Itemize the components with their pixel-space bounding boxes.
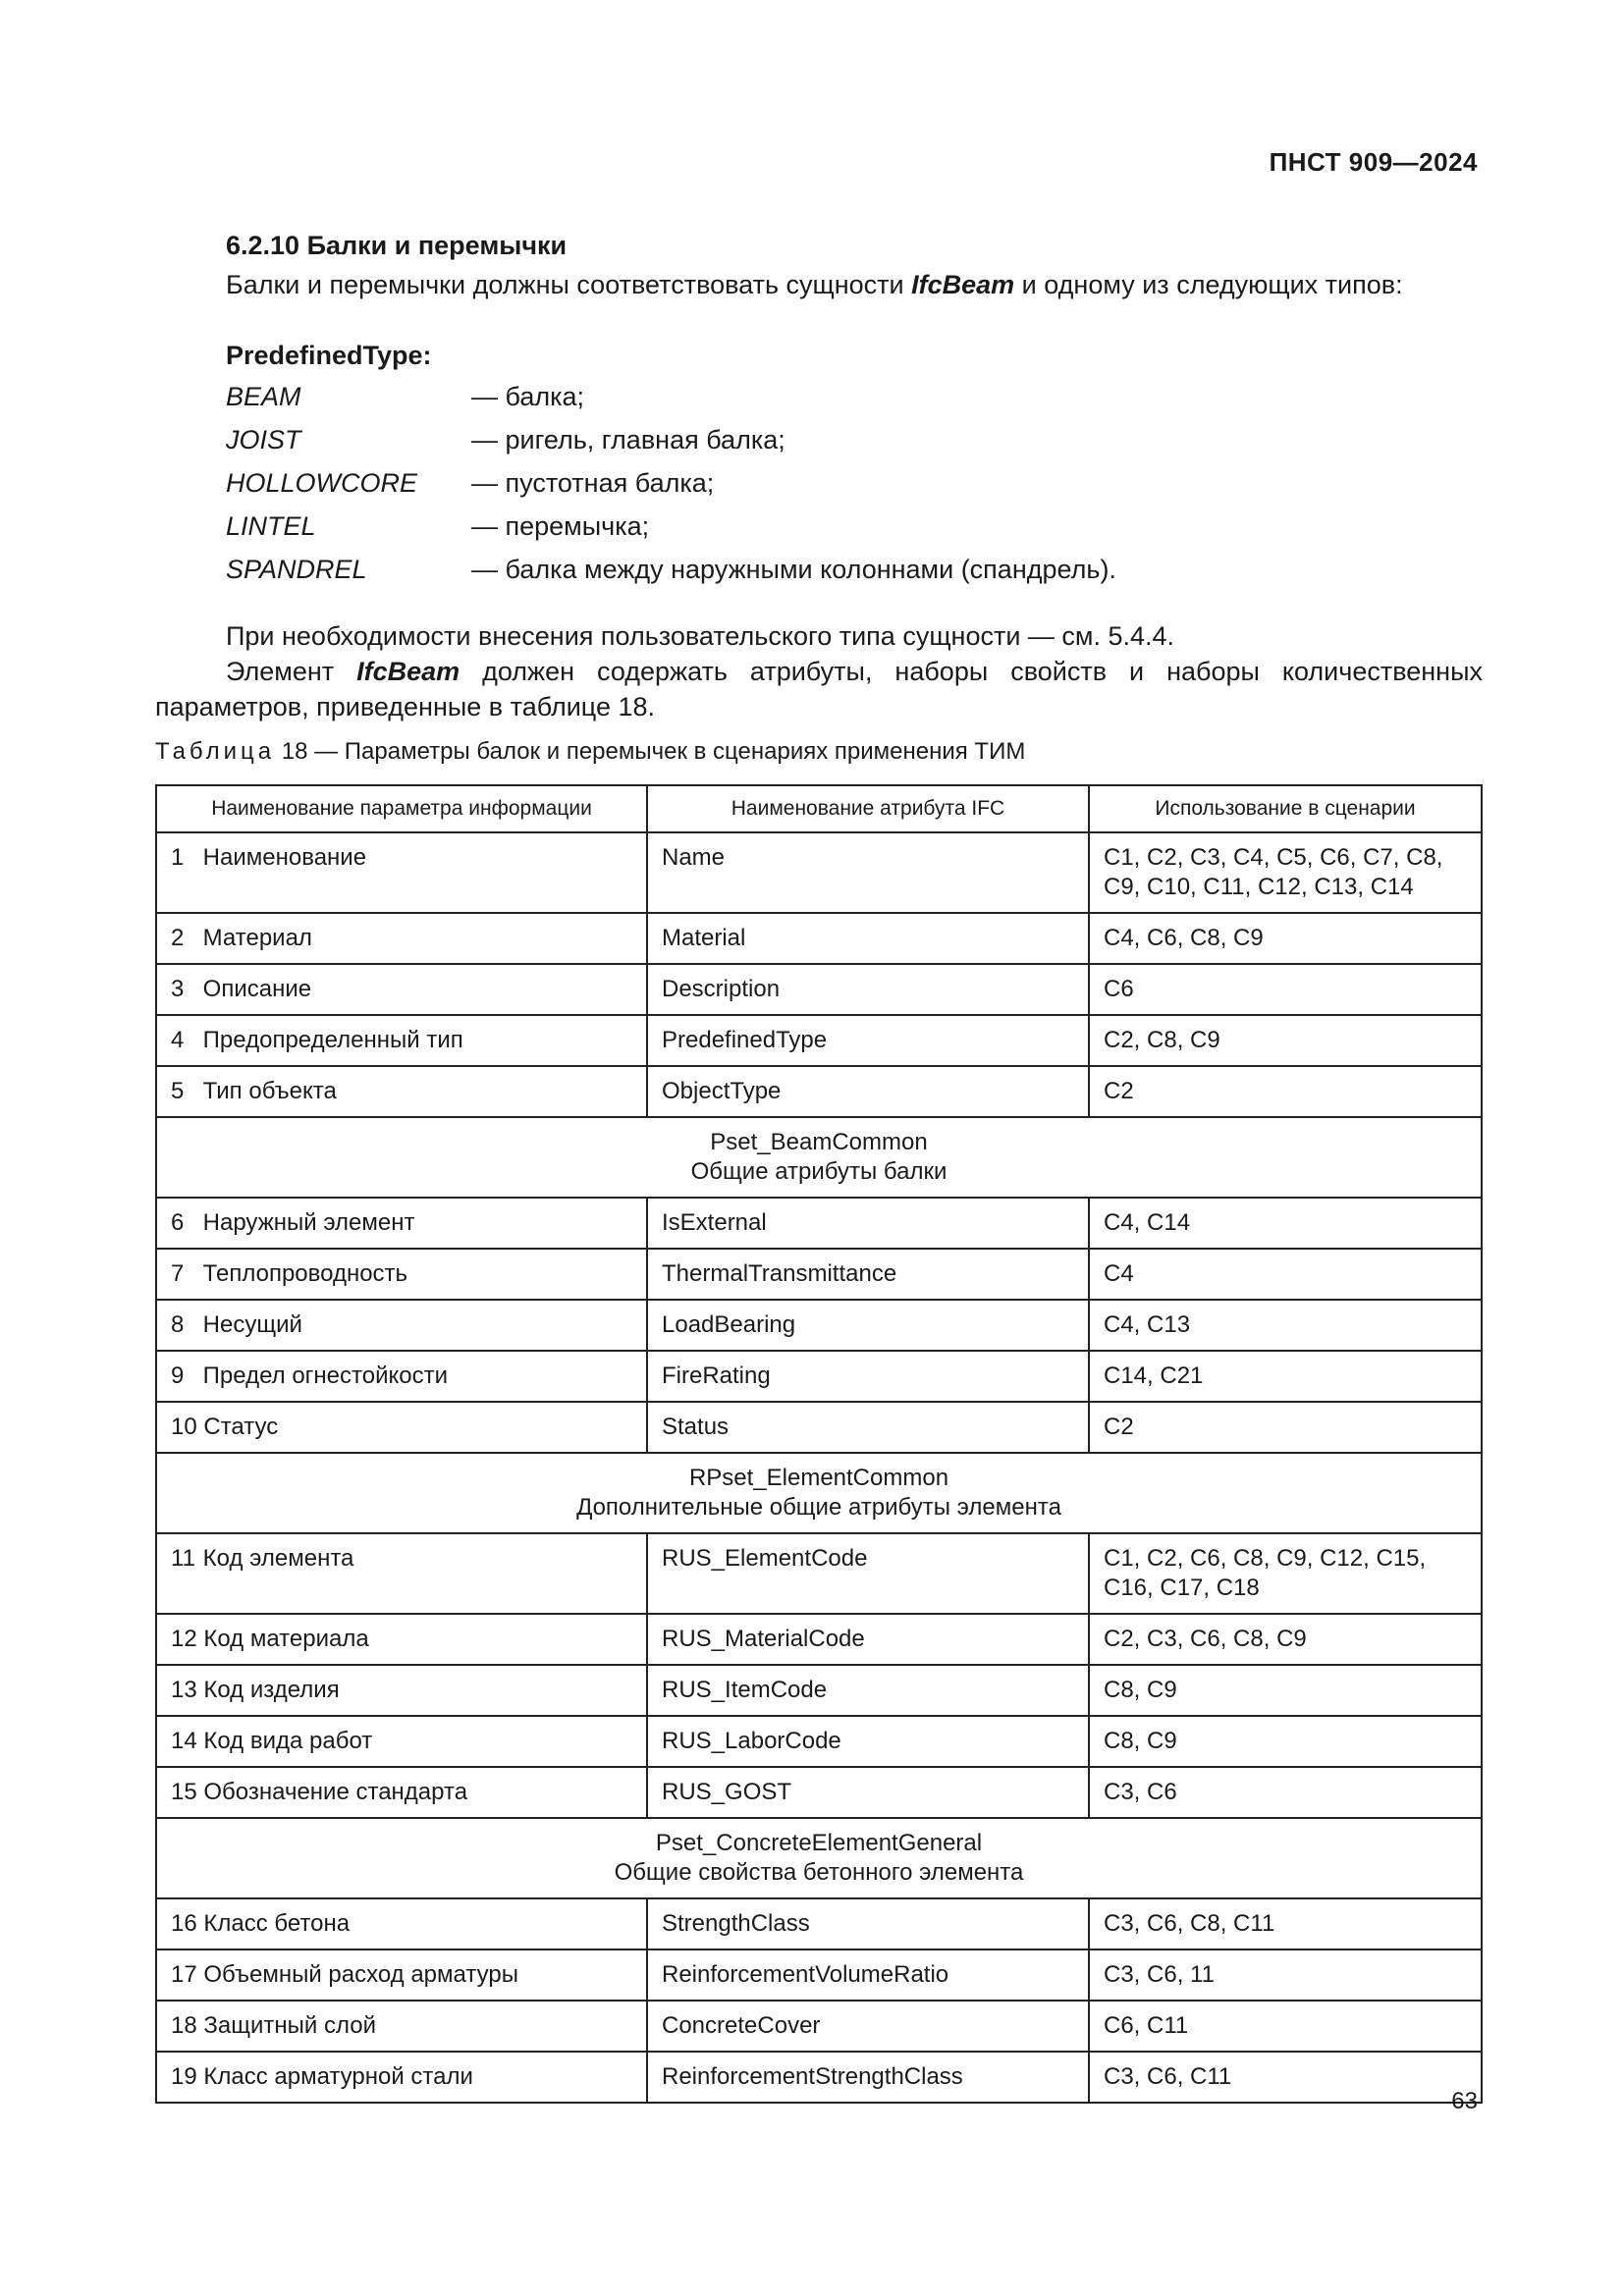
table-row <box>156 1300 1482 1351</box>
group-description: Общие свойства бетонного элемента <box>614 1859 1024 1886</box>
parameter-name: Статус <box>203 1414 279 1440</box>
parameter-name-cell <box>156 2001 647 2052</box>
ifc-attribute-cell: PredefinedType <box>647 1015 1089 1066</box>
header-scenario-usage: Использование в сценарии <box>1089 785 1482 832</box>
predefined-type-code: SPANDREL <box>226 555 367 584</box>
parameter-name-cell <box>156 913 647 964</box>
parameter-name-cell <box>156 1665 647 1716</box>
parameters-table <box>155 784 1483 2104</box>
predefined-type-code: JOIST <box>226 425 301 454</box>
table-caption <box>155 738 1025 766</box>
table-group-row <box>156 1453 1482 1533</box>
predefined-type-description: — балка между наружными колоннами (спандрель). <box>471 555 1116 584</box>
ifc-attribute-cell: ReinforcementStrengthClass <box>647 2052 1089 2103</box>
parameter-name-cell <box>156 1767 647 1818</box>
parameter-name-cell <box>156 2052 647 2103</box>
table-row <box>156 1716 1482 1767</box>
row-number: 9 <box>171 1362 185 1389</box>
table-row <box>156 1249 1482 1300</box>
group-property-set: Pset_ConcreteElementGeneral <box>655 1830 983 1856</box>
ifc-attribute-cell: LoadBearing <box>647 1300 1089 1351</box>
parameter-name: Описание <box>202 976 312 1002</box>
row-number: 14 <box>171 1728 197 1754</box>
group-title-cell <box>156 1117 1482 1198</box>
scenario-usage-cell: С3, С6, С11 <box>1089 2052 1482 2103</box>
row-number: 15 <box>171 1779 197 1805</box>
parameter-name: Код элемента <box>202 1545 354 1572</box>
table-row <box>156 1066 1482 1117</box>
row-number: 2 <box>171 925 185 951</box>
scenario-usage-cell: С2, С8, С9 <box>1089 1015 1482 1066</box>
row-number: 1 <box>171 844 185 871</box>
parameter-name: Наружный элемент <box>202 1209 415 1236</box>
document-code: ПНСТ 909—2024 <box>1269 147 1478 177</box>
ifc-attribute-cell: Status <box>647 1402 1089 1453</box>
row-number: 19 <box>171 2063 197 2090</box>
predefined-type-heading: PredefinedType: <box>226 341 432 370</box>
predefined-type-code: LINTEL <box>226 511 316 541</box>
parameter-name: Класс бетона <box>203 1910 351 1937</box>
scenario-usage-cell: С2, С3, С6, С8, С9 <box>1089 1614 1482 1665</box>
ifc-attribute-cell: ReinforcementVolumeRatio <box>647 1949 1089 2001</box>
predefined-type-description: — ригель, главная балка; <box>471 425 785 454</box>
row-number: 18 <box>171 2012 197 2039</box>
row-number: 7 <box>171 1260 185 1287</box>
group-title-cell <box>156 1453 1482 1533</box>
scenario-usage-cell: С8, С9 <box>1089 1716 1482 1767</box>
parameter-name: Предопределенный тип <box>202 1027 463 1053</box>
table-row <box>156 2052 1482 2103</box>
scenario-usage-cell: С1, С2, С6, С8, С9, С12, С15, С16, С17, С18 <box>1089 1533 1482 1614</box>
ifc-attribute-cell: ObjectType <box>647 1066 1089 1117</box>
ifc-attribute-cell: RUS_ElementCode <box>647 1533 1089 1614</box>
predefined-type-code: BEAM <box>226 382 301 411</box>
parameter-name-cell <box>156 1533 647 1614</box>
row-number: 13 <box>171 1677 197 1703</box>
row-number: 10 <box>171 1414 197 1440</box>
section-title: 6.2.10 Балки и перемычки <box>226 231 568 260</box>
header-parameter-name: Наименование параметра информации <box>156 785 647 832</box>
scenario-usage-cell: С4, С13 <box>1089 1300 1482 1351</box>
table-row <box>156 1402 1482 1453</box>
row-number: 3 <box>171 976 185 1002</box>
parameter-name-cell <box>156 1066 647 1117</box>
predefined-type-item <box>226 375 1483 418</box>
parameter-name: Тип объекта <box>202 1078 337 1104</box>
parameter-name-cell <box>156 1300 647 1351</box>
table-row <box>156 1614 1482 1665</box>
ifc-attribute-cell: Name <box>647 832 1089 913</box>
parameter-name: Предел огнестойкости <box>202 1362 449 1389</box>
row-number: 17 <box>171 1961 197 1988</box>
attributes-paragraph <box>155 654 1483 724</box>
paragraph-block <box>155 618 1483 724</box>
para2-entity: IfcBeam <box>356 657 460 686</box>
parameter-name-cell <box>156 1716 647 1767</box>
parameter-name: Обозначение стандарта <box>203 1779 468 1805</box>
predefined-type-list <box>226 375 1483 591</box>
table-header-row <box>156 785 1482 832</box>
table-group-row <box>156 1818 1482 1898</box>
parameter-name-cell <box>156 1614 647 1665</box>
parameter-name-cell <box>156 1402 647 1453</box>
ifc-attribute-cell: RUS_GOST <box>647 1767 1089 1818</box>
scenario-usage-cell: С6, С11 <box>1089 2001 1482 2052</box>
table-row <box>156 1198 1482 1249</box>
parameter-name: Код материала <box>203 1626 369 1652</box>
row-number: 8 <box>171 1311 185 1338</box>
parameter-name-cell <box>156 1351 647 1402</box>
predefined-type-code: HOLLOWCORE <box>226 468 418 498</box>
scenario-usage-cell: С2 <box>1089 1066 1482 1117</box>
row-number: 16 <box>171 1910 197 1937</box>
parameter-name: Объемный расход арматуры <box>203 1961 518 1988</box>
scenario-usage-cell: С4, С6, С8, С9 <box>1089 913 1482 964</box>
header-ifc-attribute: Наименование атрибута IFC <box>647 785 1089 832</box>
page-number: 63 <box>1451 2088 1478 2114</box>
para2-before: Элемент <box>226 657 357 686</box>
table-group-row <box>156 1117 1482 1198</box>
scenario-usage-cell: С2 <box>1089 1402 1482 1453</box>
table-row <box>156 913 1482 964</box>
table-body <box>156 832 1482 2103</box>
ifc-attribute-cell: RUS_ItemCode <box>647 1665 1089 1716</box>
scenario-usage-cell: С3, С6 <box>1089 1767 1482 1818</box>
row-number: 5 <box>171 1078 185 1104</box>
intro-entity: IfcBeam <box>911 270 1015 299</box>
group-title-cell <box>156 1818 1482 1898</box>
predefined-type-item <box>226 505 1483 548</box>
parameter-name-cell <box>156 1249 647 1300</box>
parameter-name: Материал <box>202 925 312 951</box>
scenario-usage-cell: С14, С21 <box>1089 1351 1482 1402</box>
group-description: Дополнительные общие атрибуты элемента <box>576 1494 1061 1521</box>
table-row <box>156 1015 1482 1066</box>
scenario-usage-cell: С1, С2, С3, С4, С5, С6, С7, С8, С9, С10, С11, С12, С13, С14 <box>1089 832 1482 913</box>
ifc-attribute-cell: ConcreteCover <box>647 2001 1089 2052</box>
ifc-attribute-cell: FireRating <box>647 1351 1089 1402</box>
scenario-usage-cell: С6 <box>1089 964 1482 1015</box>
parameter-name-cell <box>156 832 647 913</box>
table-row <box>156 1665 1482 1716</box>
scenario-usage-cell: С4 <box>1089 1249 1482 1300</box>
parameter-name: Наименование <box>202 844 367 871</box>
scenario-usage-cell: С3, С6, 11 <box>1089 1949 1482 2001</box>
parameter-name: Код изделия <box>203 1677 340 1703</box>
predefined-type-description: — перемычка; <box>471 511 650 541</box>
parameter-name: Код вида работ <box>203 1728 373 1754</box>
parameter-name-cell <box>156 1898 647 1949</box>
table-caption-text: 18 — Параметры балок и перемычек в сценариях применения ТИМ <box>275 738 1026 765</box>
row-number: 4 <box>171 1027 185 1053</box>
parameter-name-cell <box>156 1015 647 1066</box>
ifc-attribute-cell: IsExternal <box>647 1198 1089 1249</box>
intro-before: Балки и перемычки должны соответствовать сущности <box>226 270 912 299</box>
group-description: Общие атрибуты балки <box>690 1158 947 1185</box>
section-beams <box>155 226 1483 724</box>
table-row <box>156 964 1482 1015</box>
table-caption-word: Таблица <box>155 738 276 765</box>
ifc-attribute-cell: StrengthClass <box>647 1898 1089 1949</box>
ifc-attribute-cell: RUS_LaborCode <box>647 1716 1089 1767</box>
table-row <box>156 2001 1482 2052</box>
predefined-type-description: — балка; <box>471 382 585 411</box>
intro-paragraph <box>226 265 1483 304</box>
scenario-usage-cell: С8, С9 <box>1089 1665 1482 1716</box>
predefined-type-description: — пустотная балка; <box>471 468 715 498</box>
scenario-usage-cell: С3, С6, С8, С11 <box>1089 1898 1482 1949</box>
ifc-attribute-cell: Material <box>647 913 1089 964</box>
row-number: 11 <box>171 1545 195 1572</box>
custom-type-paragraph: При необходимости внесения пользовательского типа сущности — см. 5.4.4. <box>226 621 1175 651</box>
table-row <box>156 1351 1482 1402</box>
predefined-type-item <box>226 548 1483 591</box>
ifc-attribute-cell: Description <box>647 964 1089 1015</box>
parameter-name: Теплопроводность <box>202 1260 408 1287</box>
table-row <box>156 1533 1482 1614</box>
parameter-name-cell <box>156 1198 647 1249</box>
parameter-name: Защитный слой <box>203 2012 376 2039</box>
para2-after: должен содержать атрибуты, наборы свойств и наборы количественных параметров, приведенные в таблице 18. <box>155 657 1483 721</box>
row-number: 6 <box>171 1209 185 1236</box>
ifc-attribute-cell: ThermalTransmittance <box>647 1249 1089 1300</box>
row-number: 12 <box>171 1626 197 1652</box>
ifc-attribute-cell: RUS_MaterialCode <box>647 1614 1089 1665</box>
table-row <box>156 1898 1482 1949</box>
parameter-name-cell <box>156 1949 647 2001</box>
intro-after: и одному из следующих типов: <box>1014 270 1403 299</box>
parameter-name: Класс арматурной стали <box>203 2063 473 2090</box>
table-row <box>156 1767 1482 1818</box>
group-property-set: RPset_ElementCommon <box>688 1465 949 1491</box>
parameter-name: Несущий <box>202 1311 302 1338</box>
scenario-usage-cell: С4, С14 <box>1089 1198 1482 1249</box>
table-row <box>156 832 1482 913</box>
predefined-type-item <box>226 418 1483 461</box>
group-property-set: Pset_BeamCommon <box>710 1129 928 1155</box>
parameter-name-cell <box>156 964 647 1015</box>
table-row <box>156 1949 1482 2001</box>
predefined-type-item <box>226 461 1483 505</box>
